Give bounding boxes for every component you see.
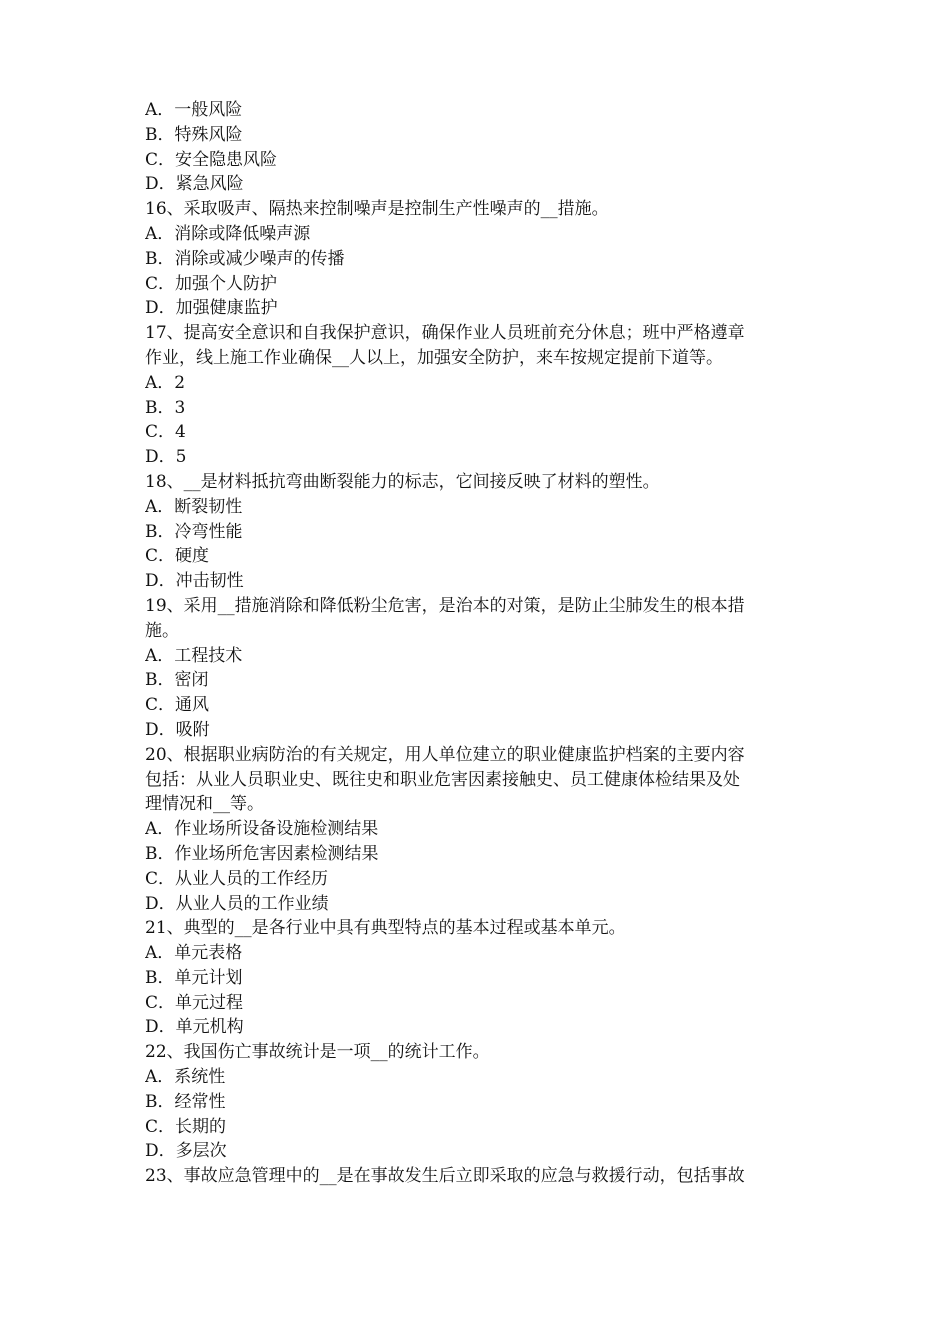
text-line: 19、采用__措施消除和降低粉尘危害，是治本的对策，是防止尘肺发生的根本措 [145,595,745,616]
text-line: D．紧急风险 [145,174,244,195]
text-line: 作业，线上施工作业确保__人以上，加强安全防护，来车按规定提前下道等。 [145,347,723,368]
text-line: D．多层次 [145,1141,227,1162]
text-line: 18、__是材料抵抗弯曲断裂能力的标志，它间接反映了材料的塑性。 [145,471,660,492]
text-line: A．断裂韧性 [145,496,243,517]
text-line: 16、采取吸声、隔热来控制噪声是控制生产性噪声的__措施。 [145,199,609,220]
text-line: B．消除或减少噪声的传播 [145,248,345,269]
text-line: D．吸附 [145,719,210,740]
text-line: A．系统性 [145,1067,226,1088]
text-line: A．作业场所设备设施检测结果 [145,819,379,840]
text-line: B．3 [145,397,186,418]
text-line: 施。 [145,620,179,641]
text-line: 22、我国伤亡事故统计是一项__的统计工作。 [145,1042,490,1063]
text-line: 理情况和__等。 [145,794,264,815]
text-line: D．5 [145,447,187,468]
text-line: 20、根据职业病防治的有关规定，用人单位建立的职业健康监护档案的主要内容 [145,744,745,765]
text-line: D．冲击韧性 [145,571,244,592]
text-line: B．作业场所危害因素检测结果 [145,843,379,864]
text-line: 21、典型的__是各行业中具有典型特点的基本过程或基本单元。 [145,918,626,939]
text-line: D．从业人员的工作业绩 [145,893,329,914]
text-line: A．消除或降低噪声源 [145,223,311,244]
text-line: C．长期的 [145,1116,227,1137]
text-line: C．从业人员的工作经历 [145,868,329,889]
text-line: D．加强健康监护 [145,298,278,319]
text-line: C．单元过程 [145,992,244,1013]
text-line: C．硬度 [145,546,210,567]
text-line: C．4 [145,422,186,443]
text-line: D．单元机构 [145,1017,244,1038]
text-line: B．冷弯性能 [145,521,243,542]
text-line: B．特殊风险 [145,124,243,145]
text-line: B．单元计划 [145,967,243,988]
document-page [145,98,813,1189]
text-line: B．经常性 [145,1091,226,1112]
text-line: 包括：从业人员职业史、既往史和职业危害因素接触史、员工健康体检结果及处 [145,769,740,790]
text-line: A．2 [145,372,186,393]
text-line: 17、提高安全意识和自我保护意识，确保作业人员班前充分休息；班中严格遵章 [145,323,745,344]
text-line: A．一般风险 [145,100,243,120]
text-line: A．单元表格 [145,943,243,964]
text-line: C．加强个人防护 [145,273,278,294]
text-line: A．工程技术 [145,645,243,666]
text-line: B．密闭 [145,670,209,691]
text-line: C．通风 [145,695,210,716]
text-line: C．安全隐患风险 [145,149,278,170]
text-line: 23、事故应急管理中的__是在事故发生后立即采取的应急与救援行动，包括事故 [145,1166,745,1187]
